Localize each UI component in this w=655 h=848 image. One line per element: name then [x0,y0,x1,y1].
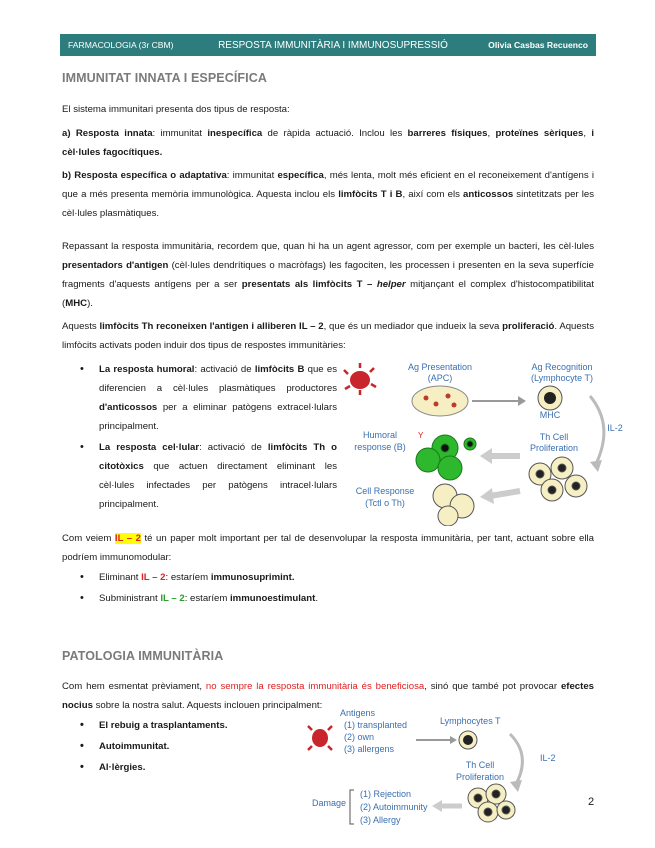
label-il2: IL-2 [540,753,556,763]
il2-loop-arrow [590,396,604,466]
label-tctl: (Tctl o Th) [365,498,405,508]
header-topic: RESPOSTA IMMUNITÀRIA I IMMUNOSUPRESSIÓ [218,39,448,51]
th-proliferation-cluster-icon [468,784,515,822]
label-lymphocytes-t: Lymphocytes T [440,716,501,726]
list-item-cellular: • La resposta cel·lular: activació de limfòcits Th o citotòxics que actuen directament eliminant les cèl·lules infectades per patògens intracel·lulars principalment. [62,438,337,514]
label-th-cell: Th Cell [539,432,569,442]
header-author: Olivia Casbas Recuenco [488,40,588,50]
th-paragraph: Aquests limfòcits Th reconeixen l'antigen i alliberen IL – 2, que és un mediador que indueix la seva proliferació. Aquests limfòcits activats poden induir dos tipus de respostes immunitàries: [62,321,594,351]
il2-loop-arrow [510,734,522,786]
label-proliferation: Proliferation [455,772,505,782]
label-damage: Damage [312,798,347,808]
label-damage-allergy: (3) Allergy [360,815,401,825]
label-humoral: Humoral [362,430,398,440]
label-antigens: Antigens [340,708,376,718]
header-course: FARMACOLOGIA (3r CBM) [68,40,174,50]
list-item-rejection: • El rebuig a trasplantaments. [62,716,302,735]
immune-pathology-diagram [300,706,585,830]
label-response-b: response (B) [354,442,406,452]
pathology-paragraph: Com hem esmentat prèviament, no sempre la resposta immunitària és beneficiosa, sinó que també pot provocar efectes nocius sobre la nostra salut. Aquests inclouen principalment: [62,681,595,711]
recap-paragraph: Repassant la resposta immunitària, recordem que, quan hi ha un agent agressor, com per exemple un bacteri, les cèl·lules presentadors d'antigen (cèl·lules dendrítiques o macròfags) les fagociten, les processen i presenten en la seva superfície fragments d'aquests antígens per a ser presentats als limfòcits T – helper mitjançant el complex d'histocompatibilitat (MHC). [62,241,595,309]
immune-response-diagram [340,356,630,526]
label-antigen-transplanted: (1) transplanted [344,720,408,730]
bacterium-icon [308,726,332,750]
label-antigen-allergens: (3) allergens [344,744,395,754]
label-cell-response: Cell Response [355,486,415,496]
lymphocyte-t-icon [459,731,477,749]
label-mhc: MHC [539,410,561,420]
th-proliferation-cluster-icon [529,457,587,501]
lymphocyte-t-icon [538,386,562,410]
il2-paragraph: Com veiem IL – 2 té un paper molt important per tal de desenvolupar la resposta immunitària, per tant, actuant sobre ella podríem immunomodular: [62,533,594,563]
section-title-pathology: PATOLOGIA IMMUNITÀRIA [62,649,224,663]
label-ag-presentation: Ag Presentation [407,362,473,372]
label-th-cell: Th Cell [465,760,495,770]
innate-paragraph: a) Resposta innata: immunitat inespecífica de ràpida actuació. Inclou les barreres físiques, proteïnes sèriques, i cèl·lules fagocítiques. [62,128,594,158]
list-item-eliminate-il2: • Eliminant IL – 2: estaríem immunosuprimint. [62,568,594,587]
list-item-humoral: • La resposta humoral: activació de limfòcits B que es diferencien a cèl·lules plasmàtiques productores d'anticossos per a eliminar patògens extracel·lulars principalment. [62,360,337,436]
list-item-autoimmunity: • Autoimmunitat. [62,737,302,756]
label-ag-recognition: Ag Recognition [531,362,593,372]
label-proliferation: Proliferation [529,443,579,453]
intro-paragraph: El sistema immunitari presenta dos tipus de resposta: [62,104,290,115]
label-damage-rejection: (1) Rejection [360,789,412,799]
page-number: 2 [588,796,595,808]
page-header [60,34,596,56]
damage-bracket [350,790,354,824]
label-apc: (APC) [427,373,453,383]
apc-cell-icon [412,386,468,416]
cytotoxic-cells-cluster-icon [433,484,474,526]
b-cells-cluster-icon [416,435,476,480]
section-title-innate-specific: IMMUNITAT INNATA I ESPECÍFICA [62,71,267,85]
label-il2: IL-2 [607,423,623,433]
label-lymphocyte-t: (Lymphocyte T) [530,373,594,383]
list-item-allergies: • Al·lèrgies. [62,758,302,777]
bacterium-icon [344,363,376,395]
label-antigen-own: (2) own [344,732,375,742]
adaptive-paragraph: b) Resposta específica o adaptativa: immunitat específica, més lenta, molt més eficient en el reconeixement d'antígens i que a més presenta memòria immunològica. Aquesta inclou els limfòcits T i B, així com els anticossos sintetitzats per les cèl·lules plasmàtiques. [62,170,595,219]
list-item-supply-il2: • Subministrant IL – 2: estaríem immunoestimulant. [62,589,594,608]
response-types-list [62,360,337,514]
pathology-list [62,716,302,777]
antibody-icon: Y [418,431,424,440]
immunomodulation-list [62,568,594,608]
label-damage-autoimmunity: (2) Autoimmunity [360,802,428,812]
